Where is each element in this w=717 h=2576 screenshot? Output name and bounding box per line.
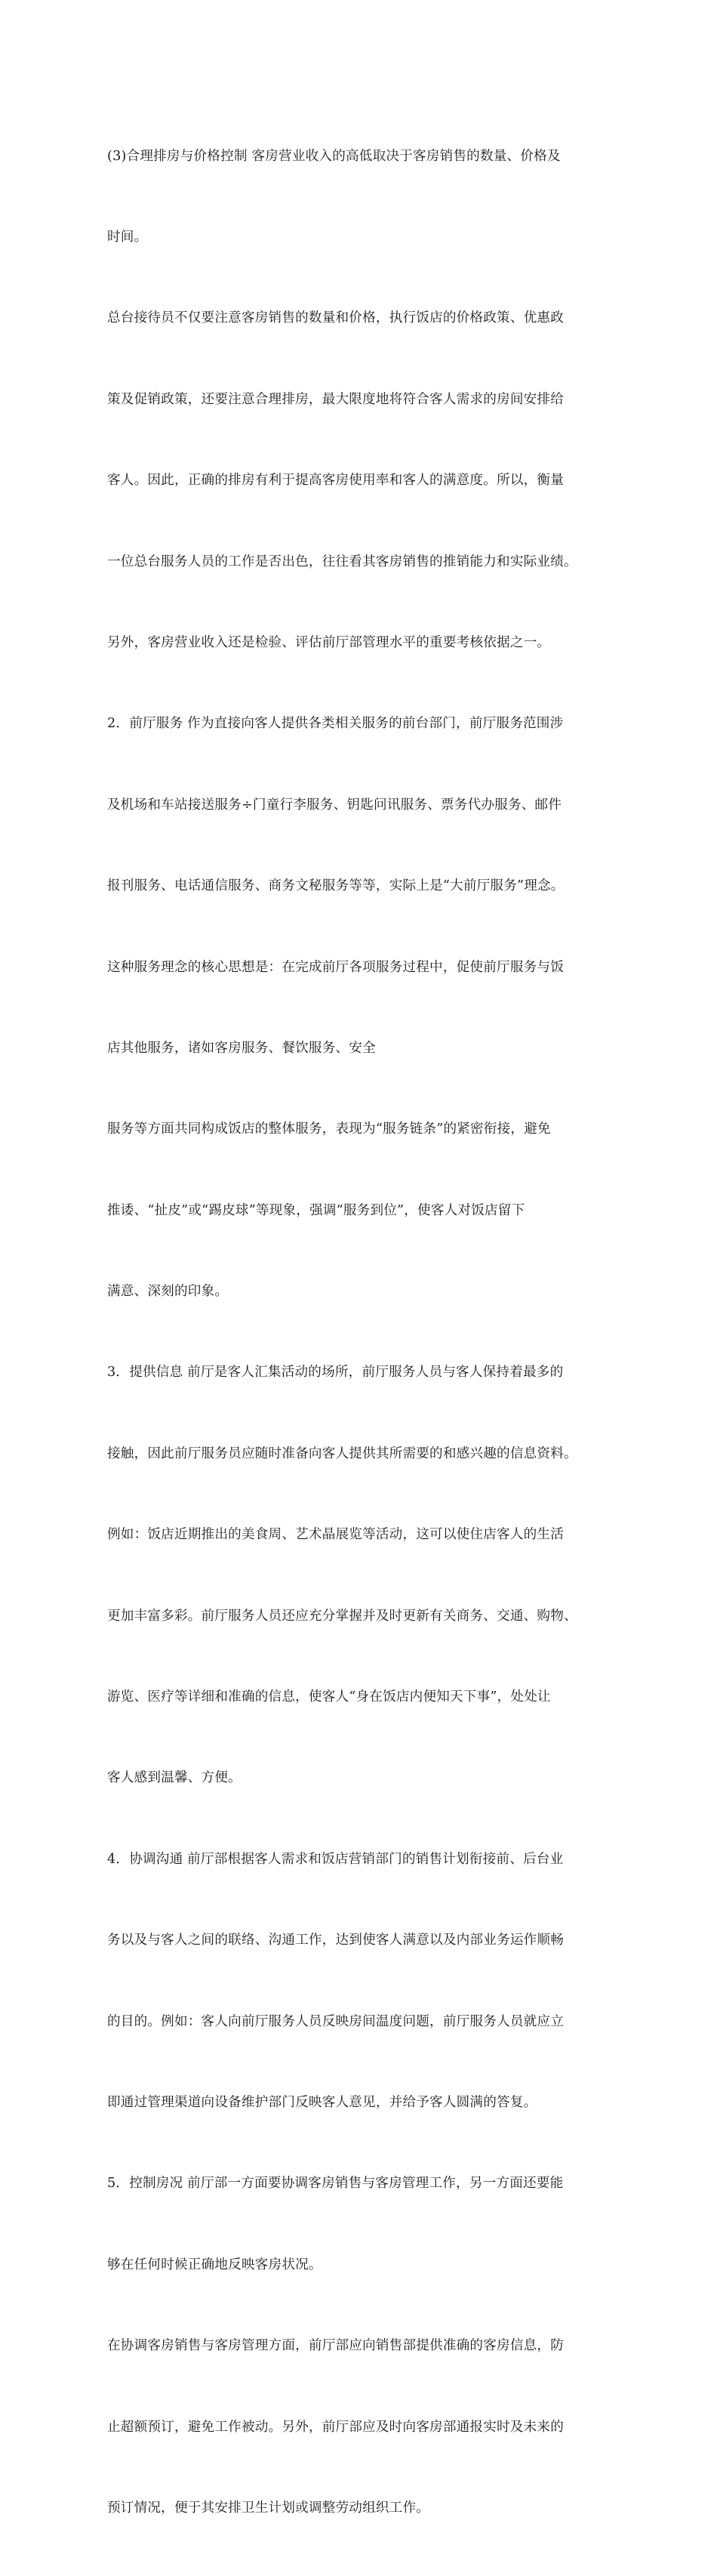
text-line: 时间。	[107, 229, 148, 245]
text-line: 报刊服务、电话通信服务、商务文秘服务等等，实际上是“大前厅服务”理念。	[107, 878, 565, 894]
text-line: 推诿、“扯皮”或“踢皮球”等现象，强调“服务到位”，使客人对饭店留下	[107, 1202, 525, 1218]
text-line: 更加丰富多彩。前厅服务人员还应充分掌握并及时更新有关商务、交通、购物、	[107, 1608, 577, 1624]
text-line: 4．协调沟通 前厅部根据客人需求和饭店营销部门的销售计划衔接前、后台业	[107, 1851, 564, 1867]
text-line: 接触，因此前厅服务员应随时准备向客人提供其所需要的和感兴趣的信息资料。	[107, 1445, 577, 1461]
text-line: 总台接待员不仅要注意客房销售的数量和价格，执行饭店的价格政策、优惠政	[107, 310, 564, 326]
text-line: 止超额预订，避免工作被动。另外，前厅部应及时向客房部通报实时及未来的	[107, 2419, 564, 2435]
text-line: 客人感到温馨、方便。	[107, 1770, 242, 1786]
text-line: 及机场和车站接送服务÷门童行李服务、钥匙问讯服务、票务代办服务、邮件	[107, 797, 562, 813]
text-line: 5．控制房况 前厅部一方面要协调客房销售与客房管理工作，另一方面还要能	[107, 2176, 564, 2192]
text-line: 2．前厅服务 作为直接向客人提供各类相关服务的前台部门，前厅服务范围涉	[107, 716, 564, 732]
text-line: 客人。因此，正确的排房有利于提高客房使用率和客人的满意度。所以，衡量	[107, 473, 564, 489]
text-line: 策及促销政策，还要注意合理排房，最大限度地将符合客人需求的房间安排给	[107, 391, 564, 407]
text-line: 在协调客房销售与客房管理方面，前厅部应向销售部提供准确的客房信息，防	[107, 2338, 564, 2354]
text-line: 满意、深刻的印象。	[107, 1284, 229, 1300]
document-text	[107, 89, 605, 2576]
text-line: 另外，客房营业收入还是检验、评估前厅部管理水平的重要考核依据之一。	[107, 634, 551, 650]
text-line: 的目的。例如：客人向前厅服务人员反映房间温度问题，前厅服务人员就应立	[107, 2013, 564, 2029]
text-line: 这种服务理念的核心思想是：在完成前厅各项服务过程中，促使前厅服务与饭	[107, 959, 564, 975]
text-line: 3．提供信息 前厅是客人汇集活动的场所，前厅服务人员与客人保持着最多的	[107, 1365, 564, 1381]
text-line: 务以及与客人之间的联络、沟通工作，达到使客人满意以及内部业务运作顺畅	[107, 1933, 564, 1948]
text-line: 一位总台服务人员的工作是否出色，往往看其客房销售的推销能力和实际业绩。	[107, 554, 577, 569]
text-line: 游览、医疗等详细和准确的信息，使客人“身在饭店内便知天下事”，处处让	[107, 1689, 551, 1705]
document-body	[107, 89, 605, 2576]
text-line: 预订情况，便于其安排卫生计划或调整劳动组织工作。	[107, 2500, 430, 2516]
text-line: (3)合理排房与价格控制 客房营业收入的高低取决于客房销售的数量、价格及	[107, 148, 561, 164]
text-line: 够在任何时候正确地反映客房状况。	[107, 2257, 322, 2272]
text-line: 店其他服务，诸如客房服务、餐饮服务、安全	[107, 1040, 376, 1056]
text-line: 服务等方面共同构成饭店的整体服务，表现为“服务链条”的紧密衔接，避免	[107, 1121, 551, 1137]
text-line: 即通过管理渠道向设备维护部门反映客人意见，并给予客人圆满的答复。	[107, 2094, 537, 2110]
text-line: 例如：饭店近期推出的美食周、艺术晶展览等活动，这可以使住店客人的生活	[107, 1527, 564, 1543]
